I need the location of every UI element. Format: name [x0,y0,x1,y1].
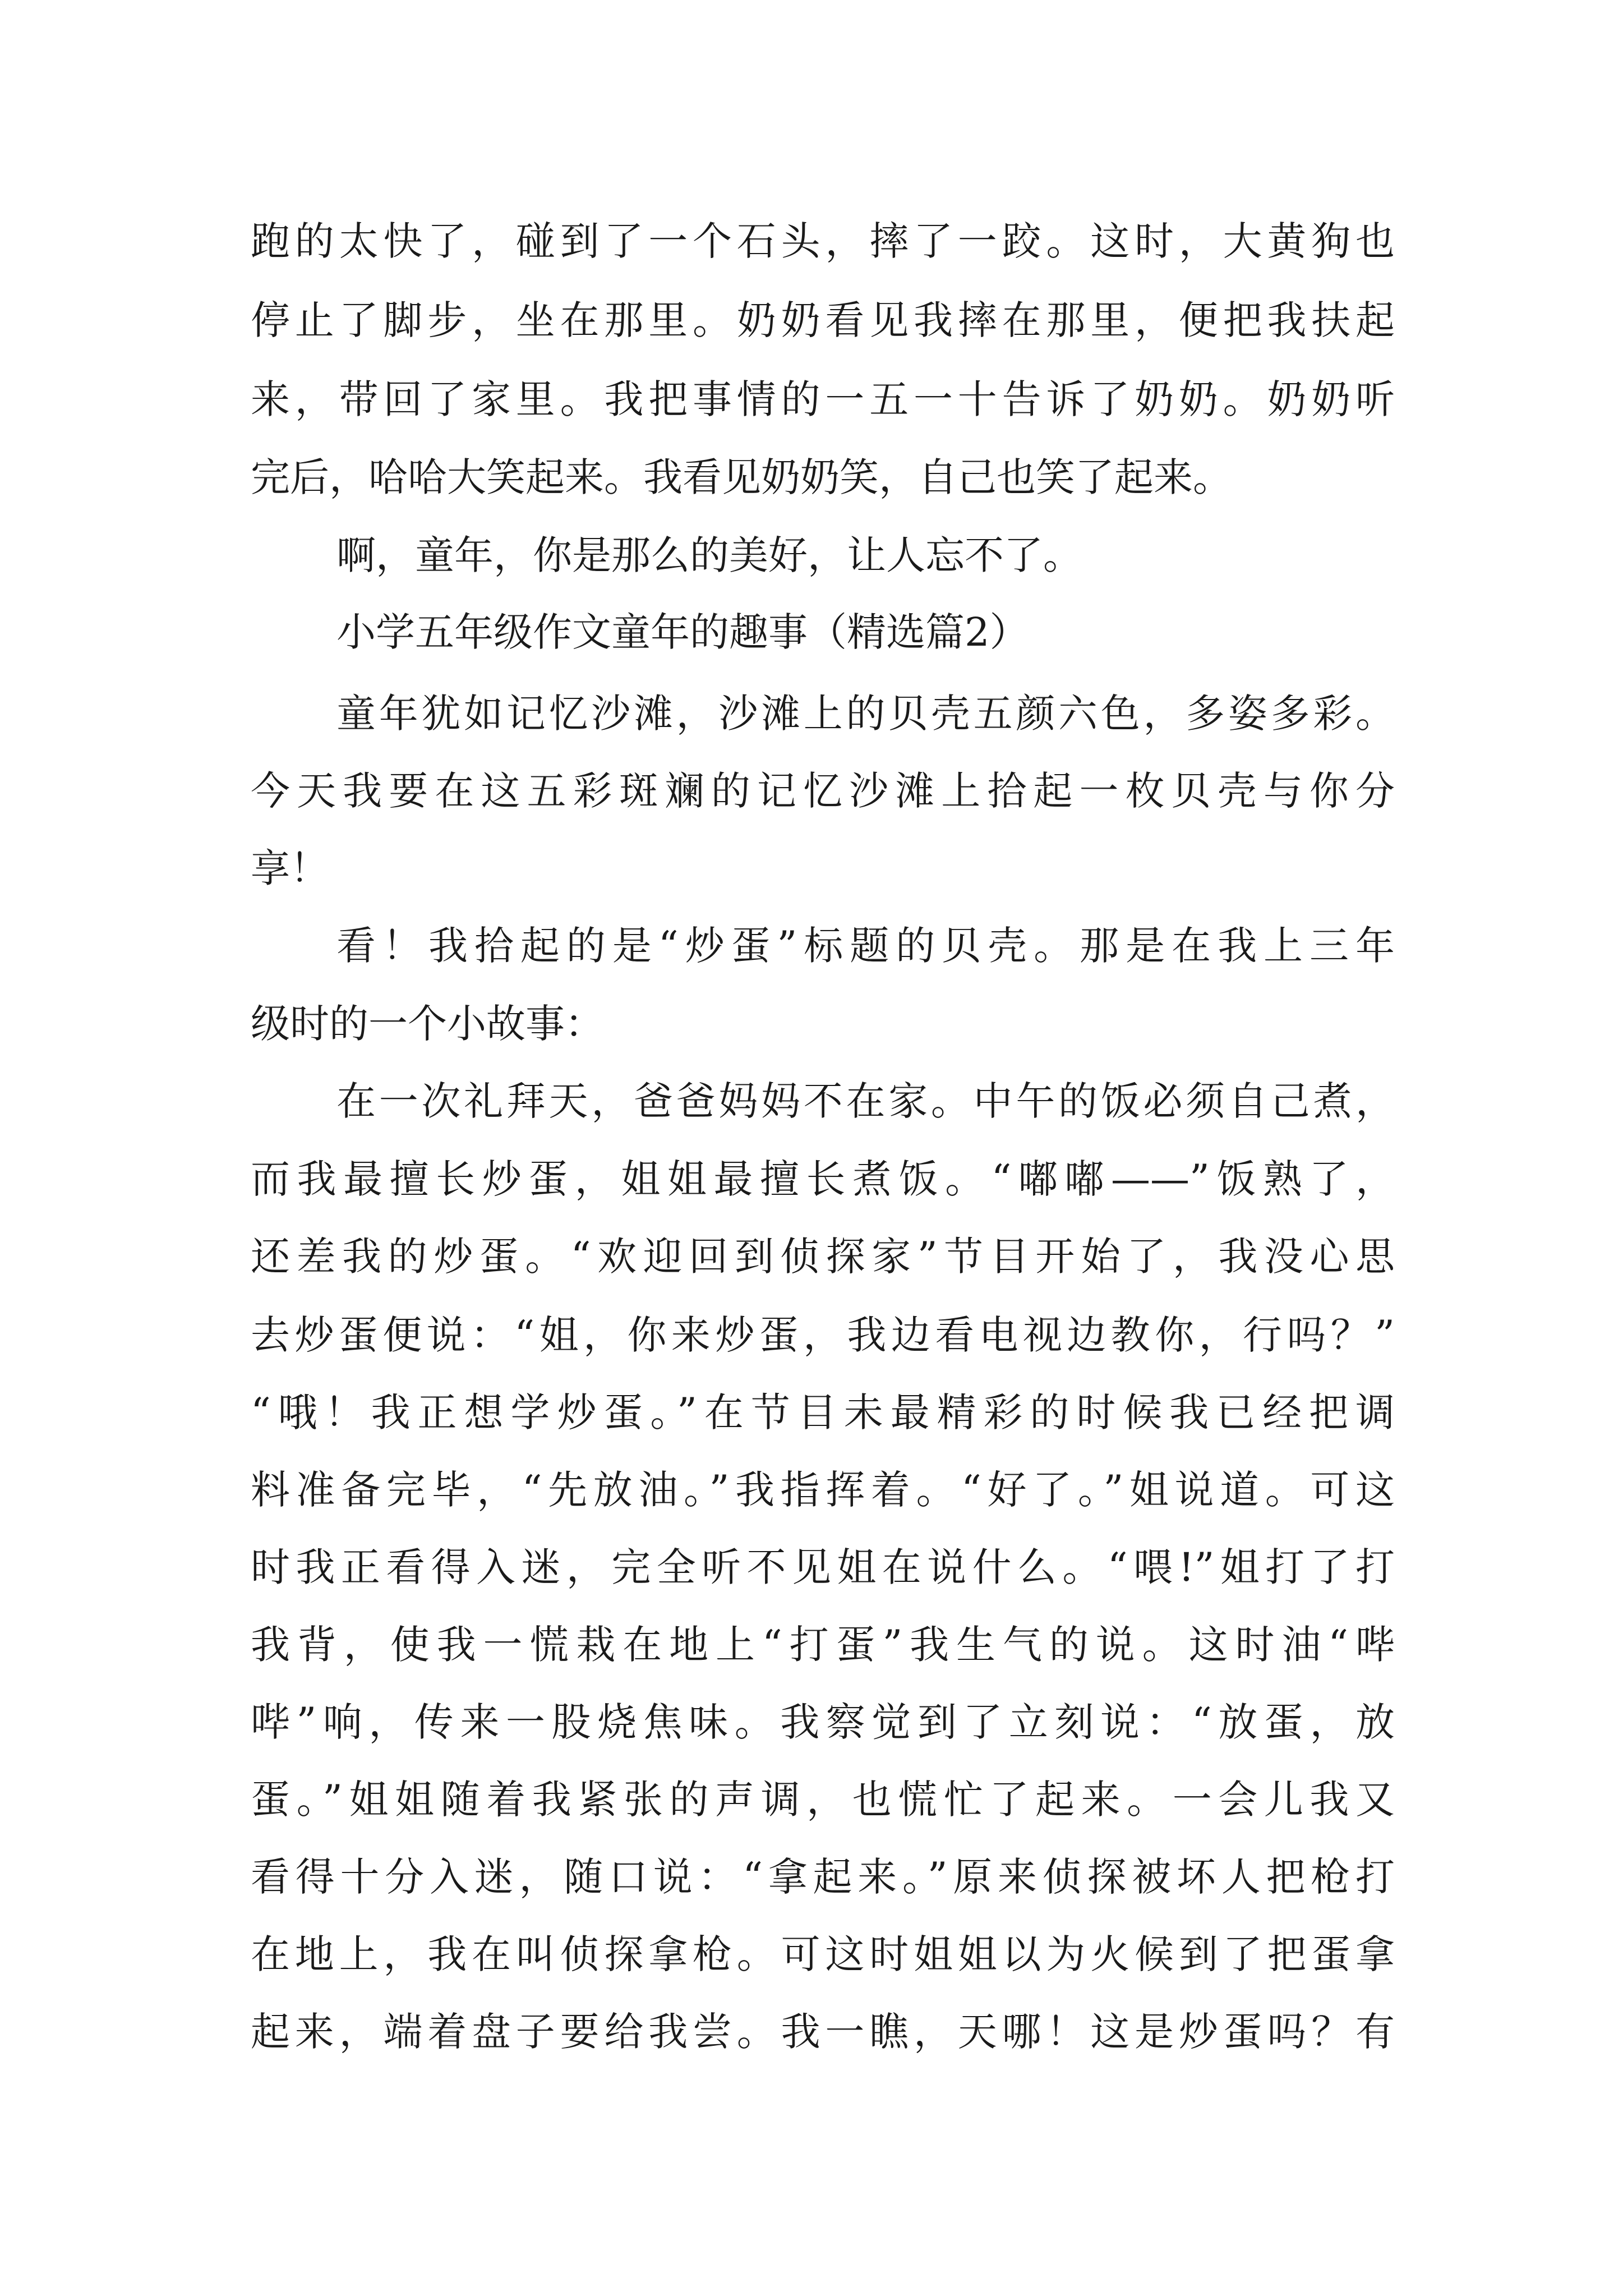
text-line: 来，带回了家里。我把事情的一五一十告诉了奶奶。奶奶听 [251,376,1395,422]
text-line: “哦！我正想学炒蛋。”在节目未最精彩的时候我已经把调 [251,1389,1395,1435]
text-line: 蛋。”姐姐随着我紧张的声调，也慌忙了起来。一会儿我又 [251,1777,1395,1823]
text-line: 去炒蛋便说：“姐，你来炒蛋，我边看电视边教你，行吗？” [251,1312,1395,1358]
text-line: 我背，使我一慌栽在地上“打蛋”我生气的说。这时油“哔 [251,1622,1395,1668]
text-line: 料准备完毕，“先放油。”我指挥着。“好了。”姐说道。可这 [251,1467,1395,1513]
text-line: 今天我要在这五彩斑斓的记忆沙滩上拾起一枚贝壳与你分 [251,768,1395,814]
text-line: 享！ [251,845,329,891]
text-line: 看得十分入迷，随口说：“拿起来。”原来侦探被坏人把枪打 [251,1854,1395,1900]
text-line: 看！我拾起的是“炒蛋”标题的贝壳。那是在我上三年 [336,923,1395,969]
text-line: 还差我的炒蛋。“欢迎回到侦探家”节目开始了，我没心思 [251,1234,1395,1280]
text-line: 啊，童年，你是那么的美好，让人忘不了。 [336,532,1082,578]
section-heading: 小学五年级作文童年的趣事（精选篇2） [336,609,1029,655]
text-line: 停止了脚步，坐在那里。奶奶看见我摔在那里，便把我扶起 [251,297,1395,343]
text-line: 级时的一个小故事： [251,1001,604,1047]
text-line: 完后，哈哈大笑起来。我看见奶奶笑，自己也笑了起来。 [251,454,1232,500]
text-line: 在地上，我在叫侦探拿枪。可这时姐姐以为火候到了把蛋拿 [251,1931,1395,1977]
text-line: 时我正看得入迷，完全听不见姐在说什么。“喂!”姐打了打 [251,1544,1395,1590]
text-line: 在一次礼拜天，爸爸妈妈不在家。中午的饭必须自己煮， [336,1078,1395,1124]
text-line: 童年犹如记忆沙滩，沙滩上的贝壳五颜六色，多姿多彩。 [336,691,1395,737]
text-line: 哔”响，传来一股烧焦味。我察觉到了立刻说：“放蛋，放 [251,1699,1395,1745]
text-line: 跑的太快了，碰到了一个石头，摔了一跤。这时，大黄狗也 [251,218,1395,264]
text-line: 而我最擅长炒蛋，姐姐最擅长煮饭。“嘟嘟——”饭熟了， [251,1156,1395,1202]
text-line: 起来，端着盘子要给我尝。我一瞧，天哪！这是炒蛋吗？有 [251,2009,1395,2055]
